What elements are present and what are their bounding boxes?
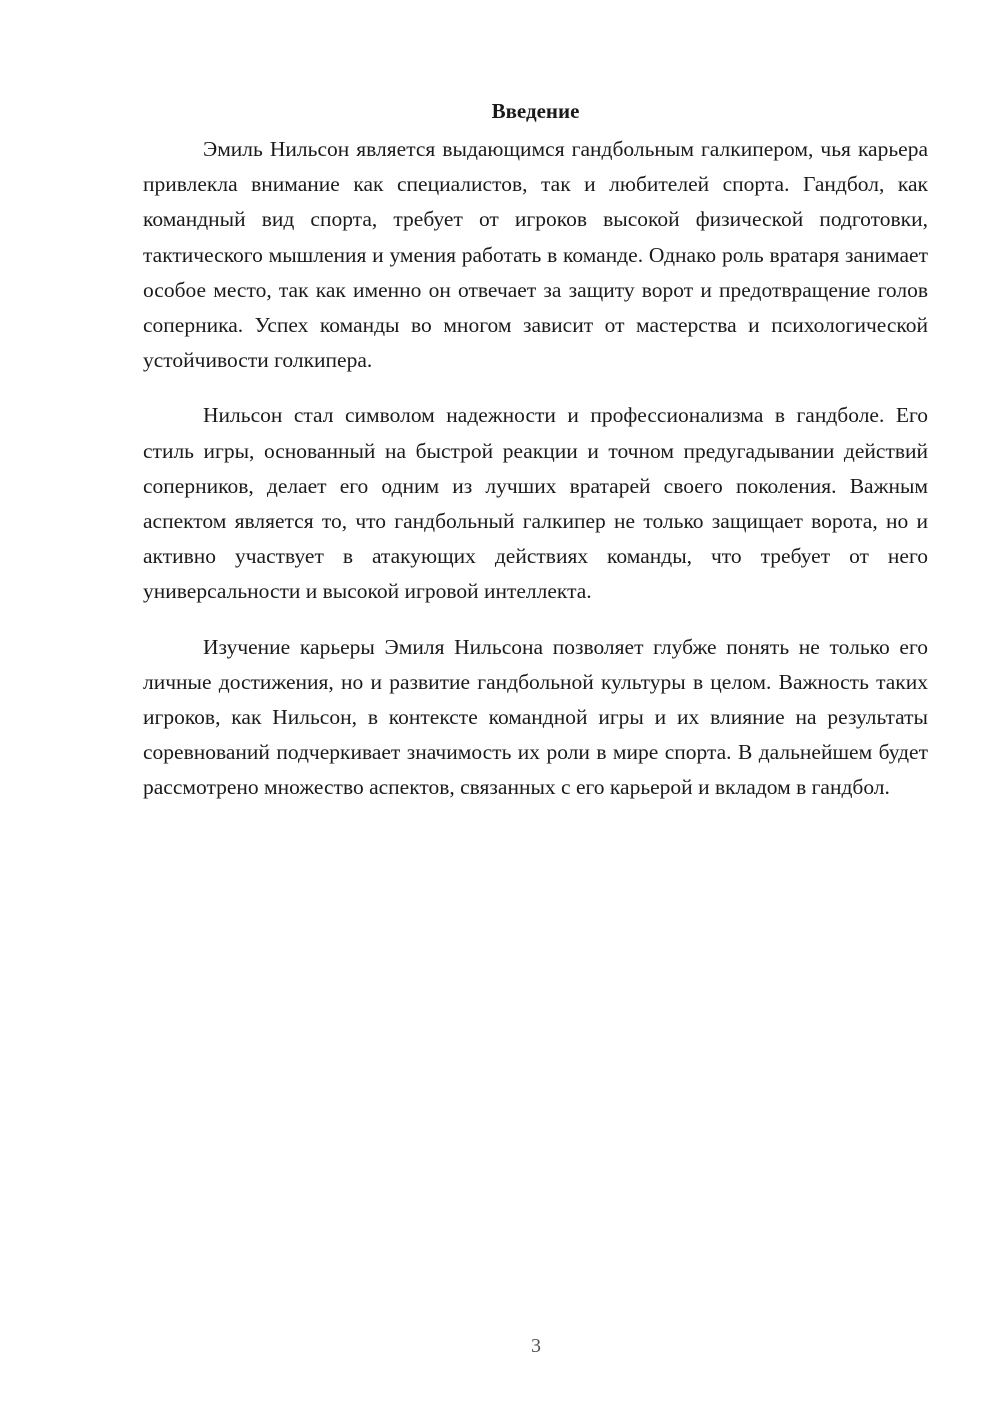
page-number: 3 (531, 1335, 541, 1357)
paragraph-1: Эмиль Нильсон является выдающимся гандбольным галкипером, чья карьера привлекла внимание как специалистов, так и любителей спорта. Гандбол, как командный вид спорта, требует от игроков высокой физической подготовки, тактического мышления и умения работать в команде. Однако роль вратаря занимает особое место, так как именно он отвечает за защиту ворот и предотвращение голов соперника. Успех команды во многом зависит от мастерства и психологической устойчивости голкипера. (143, 137, 928, 373)
page-content (143, 96, 928, 826)
paragraph-3: Изучение карьеры Эмиля Нильсона позволяет глубже понять не только его личные достижения, но и развитие гандбольной культуры в целом. Важность таких игроков, как Нильсон, в контексте командной игры и их влияние на результаты соревнований подчеркивает значимость их роли в мире спорта. В дальнейшем будет рассмотрено множество аспектов, связанных с его карьерой и вкладом в гандбол. (143, 634, 928, 800)
section-heading: Введение (491, 99, 580, 123)
paragraph-2: Нильсон стал символом надежности и профессионализма в гандболе. Его стиль игры, основанный на быстрой реакции и точном предугадывании действий соперников, делает его одним из лучших вратарей своего поколения. Важным аспектом является то, что гандбольный галкипер не только защищает ворота, но и активно участвует в атакующих действиях команды, что требует от него универсальности и высокой игровой интеллекта. (143, 403, 928, 604)
